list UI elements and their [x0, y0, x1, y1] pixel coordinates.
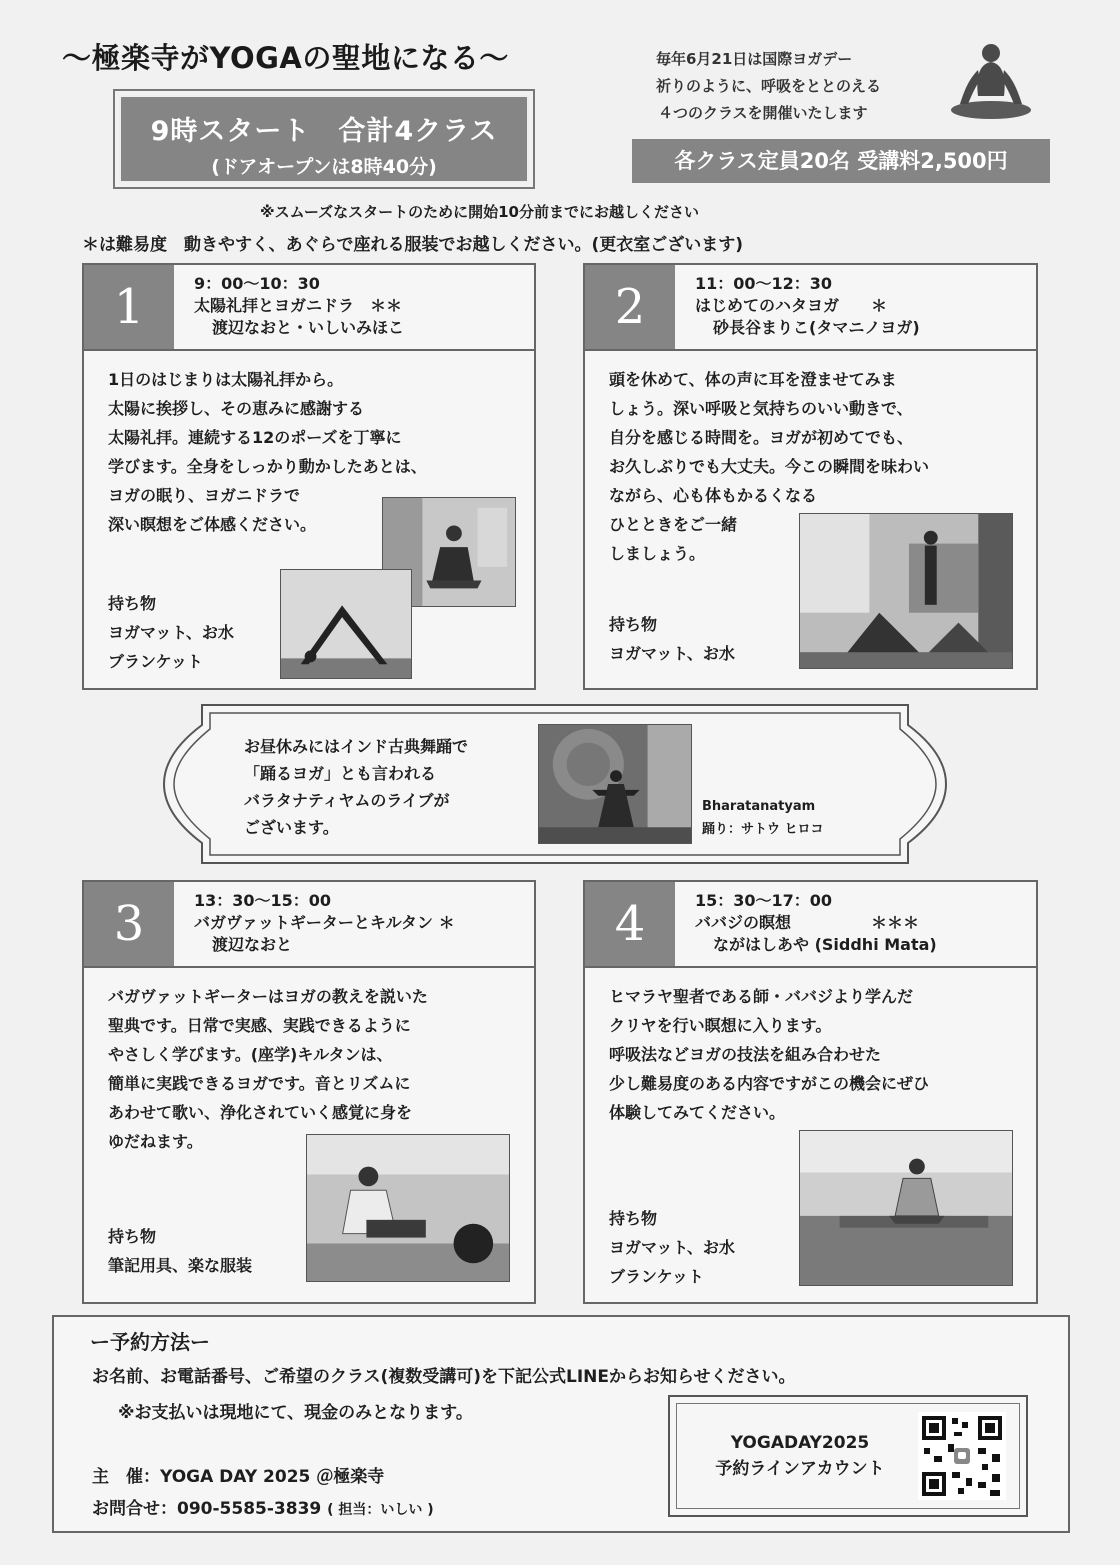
- class-photo-downdog: [280, 569, 412, 679]
- bring-item: ヨガマット、お水: [609, 644, 735, 663]
- class-name: 太陽礼拝とヨガニドラ ＊＊: [194, 296, 403, 315]
- description-line: バガヴァットギーターはヨガの教えを説いた: [108, 987, 428, 1006]
- class-description: [108, 365, 427, 539]
- lunch-line: お昼休みにはインド古典舞踊で: [244, 737, 469, 756]
- bring-items: [609, 610, 735, 668]
- description-line: やさしく学びます。(座学)キルタンは、: [108, 1045, 393, 1064]
- class-teacher: 渡辺なおと: [212, 935, 293, 954]
- class-name: ババジの瞑想 ＊＊＊: [695, 913, 920, 932]
- class-number: 1: [84, 265, 174, 349]
- intro-text: [656, 46, 881, 127]
- lunch-line: バラタナティヤムのライブが: [244, 791, 450, 810]
- start-time-label: 9時スタート 合計4クラス: [150, 116, 498, 147]
- lunch-description: [244, 733, 468, 841]
- organizer: 主 催：YOGA DAY 2025 ＠極楽寺: [92, 1467, 385, 1487]
- line-account-label: [690, 1430, 910, 1482]
- description-line: 太陽礼拝。連続する12のポーズを丁寧に: [108, 428, 402, 447]
- class-number: 4: [585, 882, 675, 966]
- class-header: [84, 882, 534, 968]
- reservation-instructions: お名前、お電話番号、ご希望のクラス(複数受講可)を下記公式LINEからお知らせください。: [92, 1367, 796, 1387]
- description-line: 頭を休めて、体の声に耳を澄ませてみま: [609, 370, 897, 389]
- bring-item: 筆記用具、楽な服装: [108, 1256, 253, 1275]
- description-line: 自分を感じる時間を。ヨガが初めてでも、: [609, 428, 914, 447]
- class-teacher: 砂長谷まりこ(タマニノヨガ): [713, 318, 920, 337]
- lunch-line: 「踊るヨガ」とも言われる: [244, 764, 437, 783]
- arrival-note: ※スムーズなスタートのために開始10分前までにお越しください: [260, 203, 699, 221]
- description-line: 1日のはじまりは太陽礼拝から。: [108, 370, 344, 389]
- class-header: [585, 265, 1036, 351]
- class-description: [609, 982, 929, 1127]
- line-account-id: YOGADAY2025: [730, 1433, 870, 1453]
- class-number: 3: [84, 882, 174, 966]
- door-open-label: (ドアオープンは8時40分): [211, 156, 437, 178]
- intro-line: 祈りのように、呼吸をととのえる: [656, 77, 882, 95]
- class-photo-studio: [799, 513, 1013, 669]
- class-card-3: [82, 880, 536, 1304]
- capacity-fee-banner: 各クラス定員20名 受講料2,500円: [632, 139, 1050, 183]
- dress-note: ＊は難易度 動きやすく、あぐらで座れる服装でお越しください。(更衣室ございます): [82, 235, 744, 255]
- class-photo-meditation: [799, 1130, 1013, 1286]
- description-line: 簡単に実践できるヨガです。音とリズムに: [108, 1074, 411, 1093]
- dance-name: Bharatanatyam: [702, 799, 816, 814]
- class-time: 13：30〜15：00: [194, 891, 332, 910]
- class-time: 9：00〜10：30: [194, 274, 320, 293]
- bring-label: 持ち物: [108, 1227, 157, 1246]
- payment-note: ※お支払いは現地にて、現金のみとなります。: [118, 1403, 473, 1423]
- class-number: 2: [585, 265, 675, 349]
- class-photo-kirtan: [306, 1134, 510, 1282]
- intro-line: ４つのクラスを開催いたします: [658, 104, 868, 122]
- class-header: [585, 882, 1036, 968]
- description-line: クリヤを行い瞑想に入ります。: [609, 1016, 832, 1035]
- reservation-title: ー予約方法ー: [90, 1330, 210, 1354]
- bring-items: [108, 589, 234, 676]
- description-line: 呼吸法などヨガの技法を組み合わせた: [609, 1045, 882, 1064]
- class-description: [108, 982, 428, 1156]
- bring-item: ヨガマット、お水: [609, 1238, 735, 1257]
- bring-label: 持ち物: [108, 594, 157, 613]
- contact-person: ( 担当：いしい ): [327, 1502, 434, 1518]
- contact-phone: お問合せ：090-5585-3839: [92, 1499, 322, 1519]
- description-line: 深い瞑想をご体感ください。: [108, 515, 317, 534]
- bring-label: 持ち物: [609, 1209, 658, 1228]
- bring-item: ブランケット: [609, 1267, 704, 1286]
- description-line: しょう。深い呼吸と気持ちのいい動きで、: [609, 399, 913, 418]
- class-teacher: 渡辺なおと・いしいみほこ: [212, 318, 405, 337]
- intro-line: 毎年6月21日は国際ヨガデー: [656, 50, 853, 68]
- dance-photo: [538, 724, 692, 844]
- class-name: バガヴァットギーターとキルタン ＊: [194, 913, 455, 932]
- line-account-caption: 予約ラインアカウント: [715, 1459, 885, 1479]
- bring-item: ブランケット: [108, 652, 203, 671]
- contact-line: [92, 1494, 434, 1519]
- description-line: 学びます。全身をしっかり動かしたあとは、: [108, 457, 427, 476]
- start-time-box: [113, 89, 535, 189]
- description-line: 少し難易度のある内容ですがこの機会にぜひ: [609, 1074, 930, 1093]
- class-header: [84, 265, 534, 351]
- class-time: 11：00〜12：30: [695, 274, 833, 293]
- class-name: はじめてのハタヨガ ＊: [695, 296, 888, 315]
- description-line: ながら、心も体もかるくなる: [609, 486, 818, 505]
- qr-code-icon[interactable]: [918, 1412, 1006, 1500]
- class-card-1: [82, 263, 536, 690]
- dancer-name: 踊り：サトウ ヒロコ: [702, 822, 824, 837]
- description-line: ひとときをご一緒: [609, 515, 738, 534]
- class-time: 15：30〜17：00: [695, 891, 833, 910]
- meditation-figure-icon: [948, 40, 1034, 122]
- bring-items: [609, 1204, 735, 1291]
- description-line: ヒマラヤ聖者である師・ババジより学んだ: [609, 987, 914, 1006]
- lunch-line: ございます。: [244, 818, 339, 837]
- description-line: お久しぶりでも大丈夫。今この瞬間を味わい: [609, 457, 930, 476]
- description-line: ヨガの眠り、ヨガニドラで: [108, 486, 301, 505]
- description-line: 太陽に挨拶し、その恵みに感謝する: [108, 399, 365, 418]
- bring-label: 持ち物: [609, 615, 658, 634]
- bring-item: ヨガマット、お水: [108, 623, 234, 642]
- class-teacher: ながはしあや (Siddhi Mata): [713, 935, 937, 954]
- class-card-2: [583, 263, 1038, 690]
- description-line: 体験してみてください。: [609, 1103, 786, 1122]
- dance-credit: [702, 795, 824, 841]
- bring-items: [108, 1222, 252, 1280]
- page-title: ～極楽寺がYOGAの聖地になる～: [62, 41, 509, 75]
- class-card-4: [583, 880, 1038, 1304]
- description-line: ゆだねます。: [108, 1132, 203, 1151]
- description-line: しましょう。: [609, 544, 706, 563]
- description-line: あわせて歌い、浄化されていく感覚に身を: [108, 1103, 413, 1122]
- description-line: 聖典です。日常で実感、実践できるように: [108, 1016, 411, 1035]
